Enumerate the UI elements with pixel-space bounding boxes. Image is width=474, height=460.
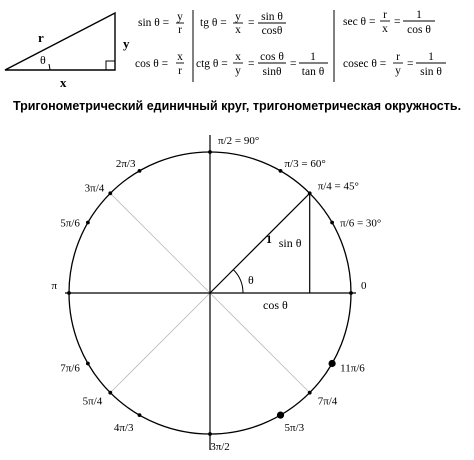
svg-text:r: r [178,24,182,36]
svg-text:sinθ: sinθ [262,66,282,78]
svg-text:cos θ: cos θ [260,51,284,63]
circle-point [67,291,71,295]
formula-sin [138,11,184,36]
angle-label-180: π [51,280,57,292]
svg-text:r: r [383,9,387,21]
radius-label: 1 [266,232,272,246]
angle-label-300: 5π/3 [284,422,305,435]
triangle-angle-label: θ [40,53,46,67]
circle-point [138,413,142,417]
circle-point [277,412,284,419]
svg-text:sin θ: sin θ [420,66,442,78]
formula-cos [135,51,184,77]
svg-text:tg θ =: tg θ = [200,17,227,29]
angle-arc [233,270,243,293]
svg-text:tan θ: tan θ [301,66,325,78]
svg-text:=: = [394,16,401,28]
sin-label: sin θ [278,236,302,251]
circle-point [86,221,90,225]
formula-sec [343,9,435,36]
circle-point [108,391,112,395]
adj-label: x [60,75,67,90]
svg-text:y: y [395,65,401,77]
angle-label: θ [248,273,254,287]
svg-text:1: 1 [310,51,316,63]
triangle-shape [5,13,115,70]
svg-text:cos θ =: cos θ = [135,58,169,70]
svg-text:sin θ =: sin θ = [138,17,170,29]
svg-text:sec θ =: sec θ = [343,16,376,28]
angle-label-120: 2π/3 [115,157,136,170]
svg-text:y: y [235,11,241,23]
angle-label-150: 5π/6 [60,217,80,230]
right-angle-mark [106,61,115,70]
svg-text:r: r [178,65,182,77]
svg-text:y: y [235,65,241,77]
svg-text:sin θ: sin θ [261,11,283,23]
hyp-label: r [38,30,44,45]
angle-labels [51,135,381,453]
svg-text:1: 1 [416,9,422,21]
svg-text:cosec θ =: cosec θ = [343,58,387,70]
angle-label-90: π/2 = 90° [218,135,260,147]
formula-ctg [196,51,328,78]
angle-label-225: 5π/4 [82,395,103,408]
svg-text:x: x [382,23,388,35]
svg-text:=: = [407,58,414,70]
svg-text:cos θ: cos θ [407,24,431,36]
svg-text:=: = [248,17,255,29]
circle-point [108,191,112,195]
angle-label-60: π/3 = 60° [284,157,326,170]
formula-tg [200,11,286,37]
svg-text:y: y [177,11,183,23]
circle-point [279,169,283,173]
circle-point [208,150,212,154]
svg-text:ctg θ =: ctg θ = [196,58,228,70]
angle-label-45: π/4 = 45° [317,180,359,193]
circle-point [308,391,312,395]
svg-text:cosθ: cosθ [261,25,283,37]
triangle-angle-arc [49,64,50,70]
svg-text:x: x [235,51,241,63]
angle-label-0: 0 [361,280,367,292]
circle-point [329,360,336,367]
unit-circle [51,135,381,453]
svg-text:=: = [248,58,255,70]
page-title: Тригонометрический единичный круг, тригонометрическая окружность. [12,99,462,113]
angle-label-270: 3π/2 [210,441,230,453]
circle-point [349,291,353,295]
angle-label-135: 3π/4 [84,182,105,195]
angle-label-210: 7π/6 [60,362,80,375]
angle-label-30: π/6 = 30° [340,217,382,230]
svg-text:x: x [235,24,241,36]
formulas [135,9,446,82]
angle-label-315: 7π/4 [317,395,338,408]
circle-point [86,362,90,366]
circle-point [208,432,212,436]
angle-label-240: 4π/3 [113,422,134,435]
svg-text:r: r [396,51,400,63]
formula-cosec [343,51,446,78]
cos-label: cos θ [263,298,288,312]
right-triangle [5,13,130,90]
svg-text:1: 1 [428,51,434,63]
angle-label-330: 11π/6 [340,362,365,375]
circle-point [138,169,142,173]
svg-text:x: x [177,51,183,63]
circle-point [308,191,312,195]
opp-label: y [123,36,130,51]
svg-text:=: = [290,58,297,70]
circle-point [330,221,334,225]
